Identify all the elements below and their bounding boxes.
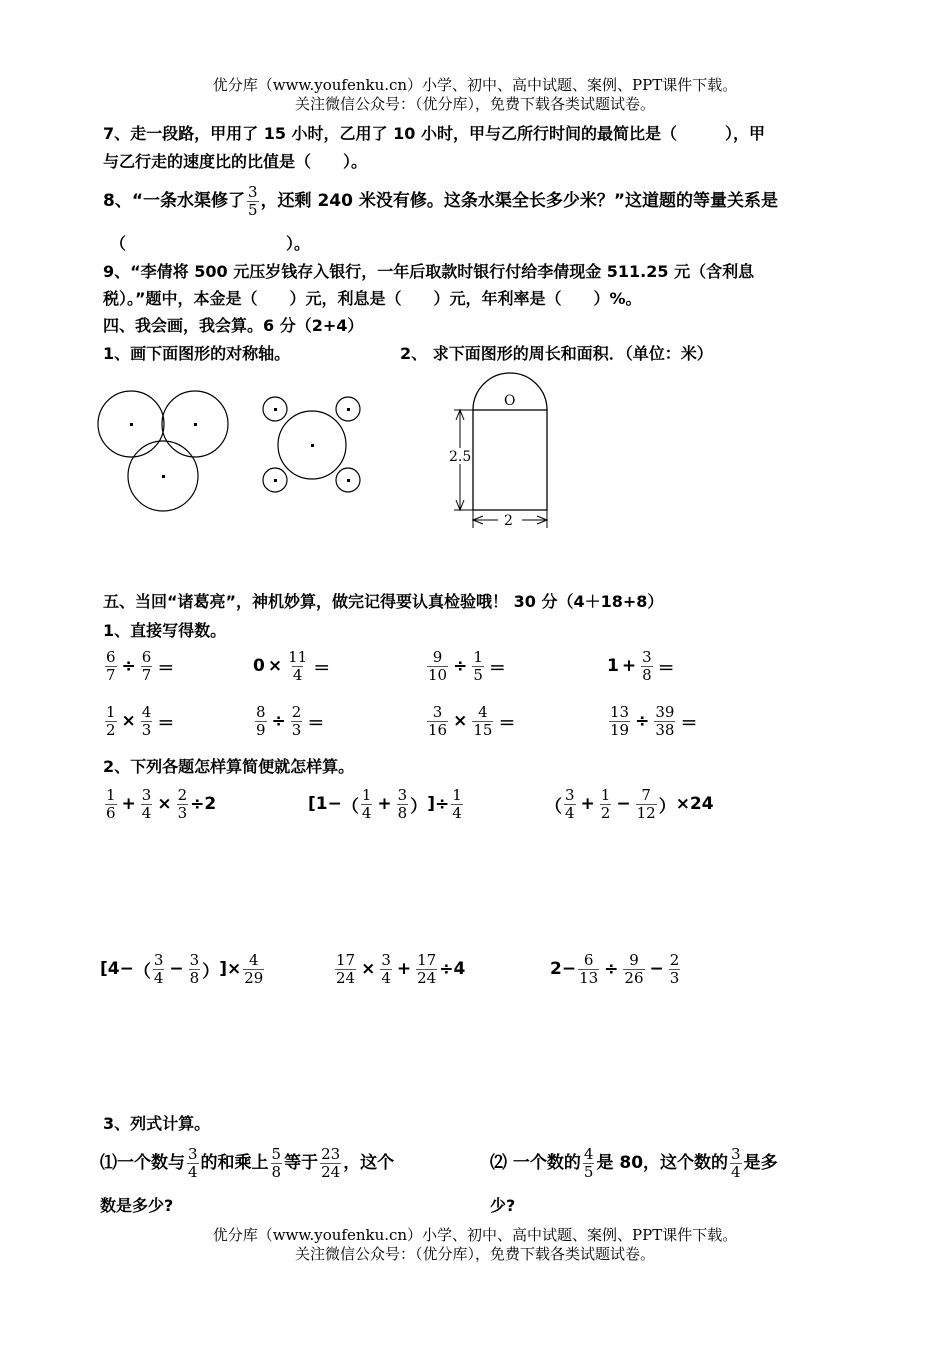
figure-height-label: 2.5 [449,449,472,465]
page-footer-line2: 关注微信公众号：（优分库），免费下载各类试题试卷。 [294,1245,655,1263]
simplify-calc-1: $\frac{1}{6}$ + $\frac{3}{4}$ × $\frac{2}{3}$ ÷2 [106,785,217,822]
simplify-calc-4: [4− （ $\frac{3}{4}$ − $\frac{3}{8}$ ） ]× $\frac{4}{29}$ [100,950,264,987]
direct-calc-5: $\frac{1}{2}$ × $\frac{4}{3}$ ＝ [106,702,175,739]
question-9-line1: 9、“李倩将 500 元压岁钱存入银行，一年后取款时银行付给李倩现金 511.25 元（含利息 [103,262,755,281]
rectangle-semicircle-figure [440,370,570,535]
figure-center-label: O [504,393,516,409]
direct-calc-1: $\frac{6}{7}$ ÷ $\frac{6}{7}$ ＝ [106,647,175,684]
word-problem-1-line1: ⑴一个数与 $\frac{3}{4}$ 的和乘上 $\frac{5}{8}$ 等于 $\frac{23}{24}$ ，这个 [100,1144,395,1181]
section-4-title: 四、我会画，我会算。6 分（2+4） [103,316,364,335]
page-header-line1: 优分库（www.youfenku.cn）小学、初中、高中试题、案例、PPT课件下载。 [212,76,738,94]
direct-calc-2: 0 × $\frac{11}{4}$ ＝ [253,647,331,684]
word-problem-1-line2: 数是多少? [100,1196,174,1215]
page-footer-line1: 优分库（www.youfenku.cn）小学、初中、高中试题、案例、PPT课件下载。 [212,1226,738,1244]
section-5-sub3: 3、列式计算。 [103,1114,211,1133]
simplify-calc-5: $\frac{17}{24}$ × $\frac{3}{4}$ + $\frac{17}{24}$ ÷4 [336,950,466,987]
direct-calc-3: $\frac{9}{10}$ ÷ $\frac{1}{5}$ ＝ [428,647,506,684]
section-5-sub2: 2、下列各题怎样算简便就怎样算。 [103,757,355,776]
page-header-line2: 关注微信公众号：（优分库），免费下载各类试题试卷。 [294,95,655,113]
direct-calc-8: $\frac{13}{19}$ ÷ $\frac{39}{38}$ ＝ [610,702,698,739]
section-5-sub1: 1、直接写得数。 [103,621,227,640]
simplify-calc-3: （ $\frac{3}{4}$ + $\frac{1}{2}$ − $\frac{7}{12}$ ） ×24 [545,785,714,822]
overlapping-circles-figure [90,378,240,518]
word-problem-2-line1: ⑵ 一个数的 $\frac{4}{5}$ 是 80，这个数的 $\frac{3}{4}$ 是多 [490,1144,778,1181]
five-circles-figure [255,390,370,500]
question-8-line1: 8、“一条水渠修了 $\frac{3}{5}$ ，还剩 240 米没有修。这条水渠全长多少米？”这道题的等量关系是 [103,182,779,219]
figure-width-label: 2 [504,513,513,529]
section-4-sub2: 2、 求下面图形的周长和面积．（单位：米） [400,344,713,363]
simplify-calc-6: 2− $\frac{6}{13}$ ÷ $\frac{9}{26}$ − $\frac{2}{3}$ [550,950,680,987]
direct-calc-7: $\frac{3}{16}$ × $\frac{4}{15}$ ＝ [428,702,516,739]
question-7-line1: 7、走一段路，甲用了 15 小时，乙用了 10 小时，甲与乙所行时间的最简比是（ ），甲 [103,124,765,143]
question-9-line2: 税）。”题中，本金是（ ）元，利息是（ ）元，年利率是（ ）%。 [103,289,642,308]
fraction: $\frac{3}{5}$ [248,182,258,219]
direct-calc-4: 1 + $\frac{3}{8}$ ＝ [607,647,675,684]
word-problem-2-line2: 少? [490,1196,516,1215]
section-4-sub1: 1、画下面图形的对称轴。 [103,344,291,363]
section-5-title: 五、当回“诸葛亮”，神机妙算，做完记得要认真检验哦！ 30 分（4＋18+8） [103,592,664,611]
simplify-calc-2: [1− （ $\frac{1}{4}$ + $\frac{3}{8}$ ） ]÷ $\frac{1}{4}$ [308,785,462,822]
direct-calc-6: $\frac{8}{9}$ ÷ $\frac{2}{3}$ ＝ [256,702,325,739]
question-7-line2: 与乙行走的速度比的比值是（ ）。 [103,152,368,171]
question-8-line2: （ ）。 [110,234,311,253]
